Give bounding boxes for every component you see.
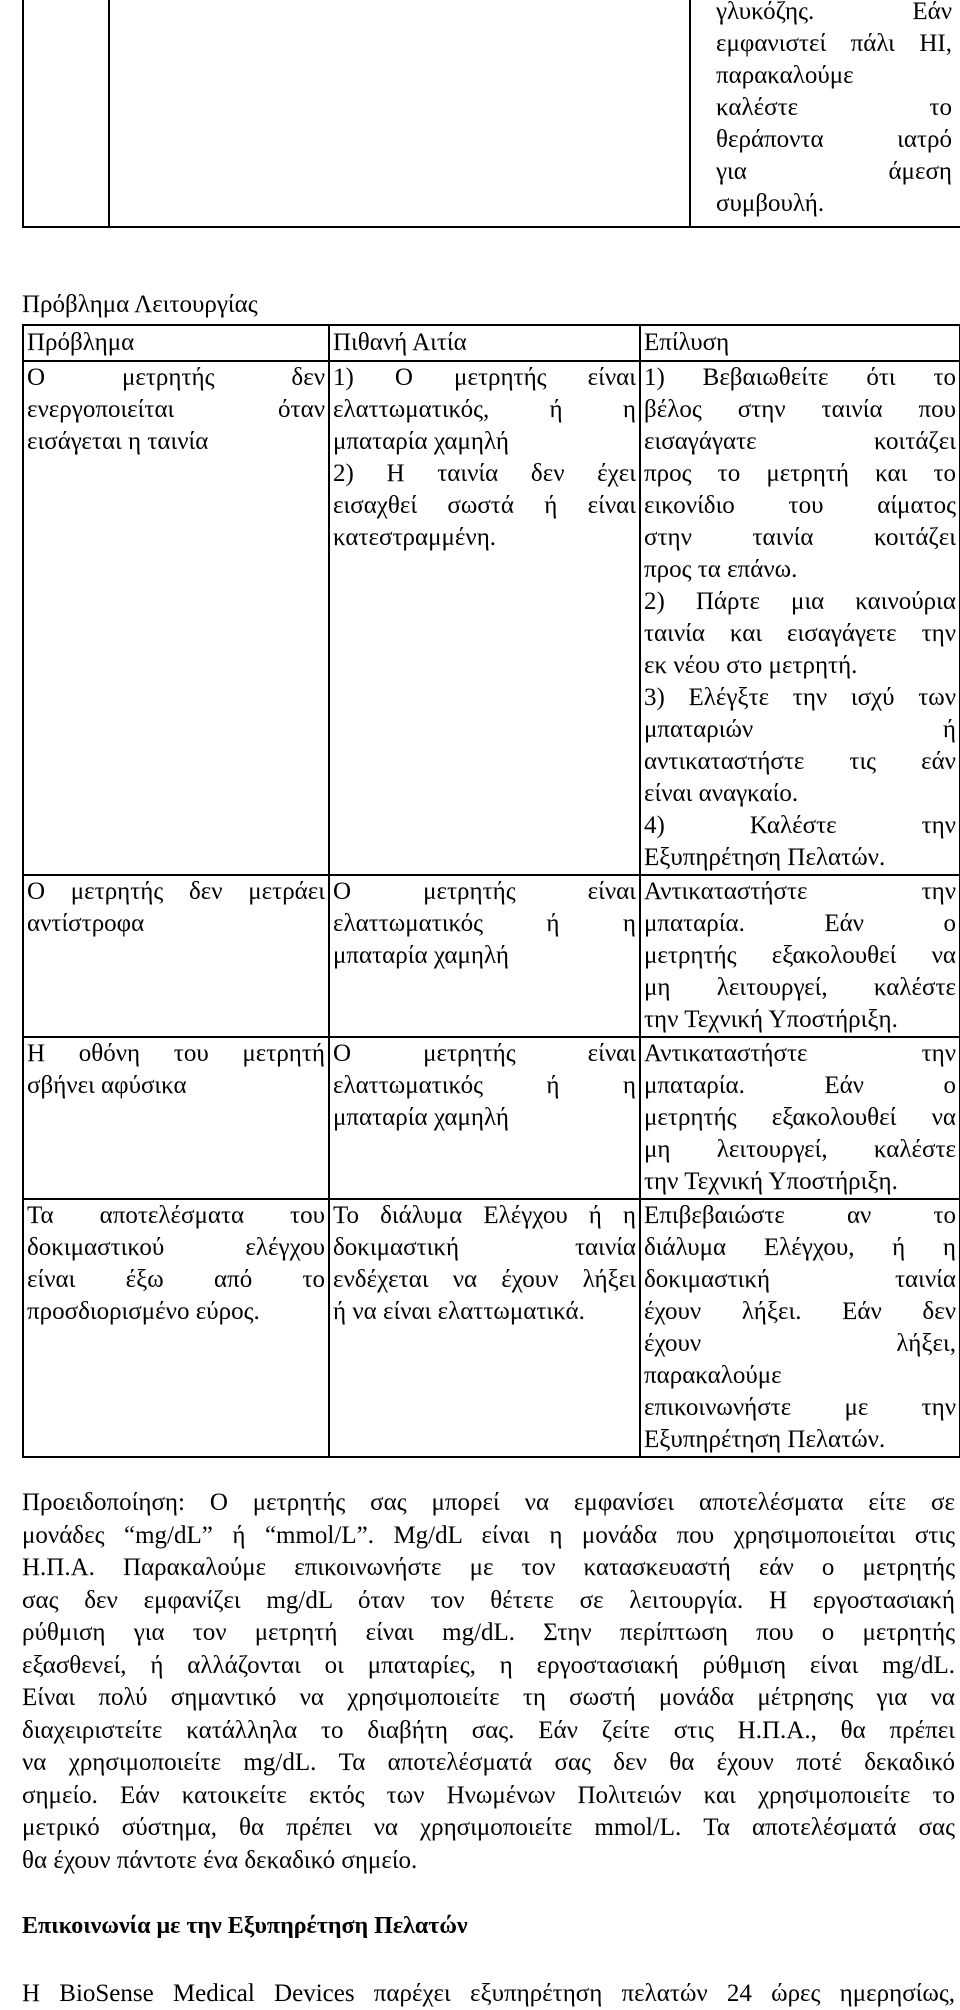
cell-cause <box>329 1199 640 1457</box>
text-line: μπαταρία χαμηλή <box>333 428 509 455</box>
text-line: ελαττωματικός ή η <box>333 910 636 937</box>
text-line: ελαττωματικός, ή η <box>333 396 636 423</box>
text-line: δοκιμαστικού ελέγχου <box>27 1234 325 1261</box>
text-line: Ο μετρητής δεν μετράει <box>27 878 325 905</box>
text-line: δοκιμαστική ταινία <box>333 1234 636 1261</box>
text-line: σας δεν εμφανίζει mg/dL όταν τον θέτετε σε λειτουργία. Η εργοστασιακή <box>22 1586 955 1614</box>
cell-cause <box>329 361 640 875</box>
text-line: Τα αποτελέσματα του <box>27 1202 325 1229</box>
text-line: μετρητής εξακολουθεί να <box>644 1104 956 1131</box>
text-line: έχουν λήξει. Εάν δεν <box>644 1298 956 1325</box>
text-line: διαχειριστείτε κατάλληλα το διαβήτη σας. Εάν ζείτε στις Η.Π.Α., θα πρέπει <box>22 1716 955 1744</box>
text-line: προς τα επάνω. <box>644 556 798 583</box>
table-row <box>23 361 960 875</box>
text-line: 2) Πάρτε μια καινούρια <box>644 588 956 615</box>
text-line: την Τεχνική Υποστήριξη. <box>644 1168 898 1195</box>
text-line: Ο μετρητής είναι <box>333 1040 636 1067</box>
text-line: για άμεση <box>716 158 952 185</box>
cell-cause <box>329 875 640 1037</box>
text-line: μη λειτουργεί, καλέστε <box>644 974 956 1001</box>
text-line: συμβουλή. <box>716 190 825 217</box>
text-line: εκ νέου στο μετρητή. <box>644 652 858 679</box>
text-line: Αντικαταστήστε την <box>644 878 956 905</box>
text-line: Εξυπηρέτηση Πελατών. <box>644 1426 886 1453</box>
table-header-row <box>23 325 960 361</box>
text-line: 1) Ο μετρητής είναι <box>333 364 636 391</box>
text-line: βέλος στην ταινία που <box>644 396 956 423</box>
text-line: έχουν λήξει, <box>644 1330 956 1357</box>
text-line: μη λειτουργεί, καλέστε <box>644 1136 956 1163</box>
text-line: εισαγάγατε κοιτάζει <box>644 428 956 455</box>
text-line: είναι αναγκαίο. <box>644 780 799 807</box>
text-line: καλέστε το <box>716 94 952 121</box>
text-line: εξασθενεί, ή αλλάζονται οι μπαταρίες, η εργοστασιακή ρύθμιση είναι mg/dL. <box>22 1651 955 1679</box>
text-line: ελαττωματικός ή η <box>333 1072 636 1099</box>
text-line: Προειδοποίηση: Ο μετρητής σας μπορεί να εμφανίσει αποτελέσματα είτε σε <box>22 1489 955 1516</box>
text-line: εισάγεται η ταινία <box>27 428 209 455</box>
text-line: αντικαταστήστε τις εάν <box>644 748 956 775</box>
contact-text: Η BioSense Medical Devices παρέχει εξυπηρέτηση πελατών 24 ώρες ημερησίως, <box>22 1980 955 2007</box>
text-line: Είναι πολύ σημαντικό να χρησιμοποιείτε τη σωστή μονάδα μέτρησης για να <box>22 1684 955 1711</box>
text-line: Η οθόνη του μετρητή <box>27 1040 325 1067</box>
text-line: παρακαλούμε <box>644 1362 782 1389</box>
text-line: εισαχθεί σωστά ή είναι <box>333 492 636 519</box>
text-line: αντίστροφα <box>27 910 145 937</box>
cell-problem <box>23 1037 329 1199</box>
header-solution: Επίλυση <box>640 325 960 361</box>
text-line: ενδέχεται να έχουν λήξει <box>333 1266 636 1293</box>
troubleshooting-table <box>22 324 960 1458</box>
text-line: στην ταινία κοιτάζει <box>644 524 956 551</box>
column-divider <box>108 0 110 226</box>
text-line: 4) Καλέστε την <box>644 812 956 839</box>
text-line: ενεργοποιείται όταν <box>27 396 325 423</box>
text-line: να χρησιμοποιείτε mg/dL. Τα αποτελέσματά σας δεν θα έχουν ποτέ δεκαδικό <box>22 1749 955 1776</box>
cell-solution <box>640 361 960 875</box>
table-row <box>23 1037 960 1199</box>
text-line: ή να είναι ελαττωματικά. <box>333 1298 585 1325</box>
text-line: σημείο. Εάν κατοικείτε εκτός των Ηνωμένων Πολιτειών και χρησιμοποιείτε το <box>22 1781 955 1809</box>
cell-solution <box>640 1037 960 1199</box>
text-line: ρύθμιση για τον μετρητή είναι mg/dL. Στην περίπτωση που ο μετρητής <box>22 1619 955 1646</box>
cell-problem <box>23 1199 329 1457</box>
text-line: είναι έξω από το <box>27 1266 325 1293</box>
text-line: μετρικό σύστημα, θα πρέπει να χρησιμοποιείτε mmol/L. Τα αποτελέσματά σας <box>22 1814 955 1841</box>
text-line: ταινία και εισαγάγετε την <box>644 620 956 647</box>
text-line: 2) Η ταινία δεν έχει <box>333 460 636 487</box>
cell-cause <box>329 1037 640 1199</box>
previous-table-cell <box>716 0 952 220</box>
cell-problem <box>23 361 329 875</box>
text-line: παρακαλούμε <box>716 62 854 89</box>
text-line: μπαταρία χαμηλή <box>333 1104 509 1131</box>
text-line: διάλυμα Ελέγχου, ή η <box>644 1234 956 1261</box>
text-line: δοκιμαστική ταινία <box>644 1266 956 1293</box>
cell-solution <box>640 875 960 1037</box>
column-divider <box>689 0 691 226</box>
contact-heading: Επικοινωνία με την Εξυπηρέτηση Πελατών <box>22 1913 468 1939</box>
text-line: Ο μετρητής δεν <box>27 364 325 391</box>
text-line: θα έχουν πάντοτε ένα δεκαδικό σημείο. <box>22 1846 418 1874</box>
text-line: προσδιορισμένο εύρος. <box>27 1298 260 1325</box>
text-line: 1) Βεβαιωθείτε ότι το <box>644 364 956 391</box>
text-line: Αντικαταστήστε την <box>644 1040 956 1067</box>
text-line: Η.Π.Α. Παρακαλούμε επικοινωνήστε με τον κατασκευαστή εάν ο μετρητής <box>22 1554 955 1581</box>
text-line: Εξυπηρέτηση Πελατών. <box>644 844 886 871</box>
previous-table-fragment <box>22 0 960 228</box>
text-line: θεράποντα ιατρό <box>716 126 952 153</box>
text-line: μπαταριών ή <box>644 716 956 743</box>
text-line: Ο μετρητής είναι <box>333 878 636 905</box>
text-line: την Τεχνική Υποστήριξη. <box>644 1006 898 1033</box>
text-line: μπαταρία. Εάν ο <box>644 1072 956 1099</box>
table-row <box>23 1199 960 1457</box>
cell-problem <box>23 875 329 1037</box>
section-title: Πρόβλημα Λειτουργίας <box>22 291 258 318</box>
text-line: μπαταρία. Εάν ο <box>644 910 956 937</box>
text-line: προς το μετρητή και το <box>644 460 956 487</box>
text-line: μπαταρία χαμηλή <box>333 942 509 969</box>
text-line: 3) Ελέγξτε την ισχύ των <box>644 684 956 711</box>
text-line: Επιβεβαιώστε αν το <box>644 1202 956 1229</box>
text-line: Το διάλυμα Ελέγχου ή η <box>333 1202 636 1229</box>
text-line: μετρητής εξακολουθεί να <box>644 942 956 969</box>
header-cause: Πιθανή Αιτία <box>329 325 640 361</box>
text-line: σβήνει αφύσικα <box>27 1072 187 1099</box>
text-line: επικοινωνήστε με την <box>644 1394 956 1421</box>
table-row <box>23 875 960 1037</box>
text-line: κατεστραμμένη. <box>333 524 497 551</box>
header-problem: Πρόβλημα <box>23 325 329 361</box>
cell-solution <box>640 1199 960 1457</box>
text-line: εικονίδιο του αίματος <box>644 492 956 519</box>
text-line: μονάδες “mg/dL” ή “mmol/L”. Mg/dL είναι η μονάδα που χρησιμοποιείται στις <box>22 1521 955 1549</box>
text-line: εμφανιστεί πάλι HI, <box>716 30 952 57</box>
warning-paragraph <box>22 1487 955 1877</box>
text-line: γλυκόζης. Εάν <box>716 0 952 25</box>
